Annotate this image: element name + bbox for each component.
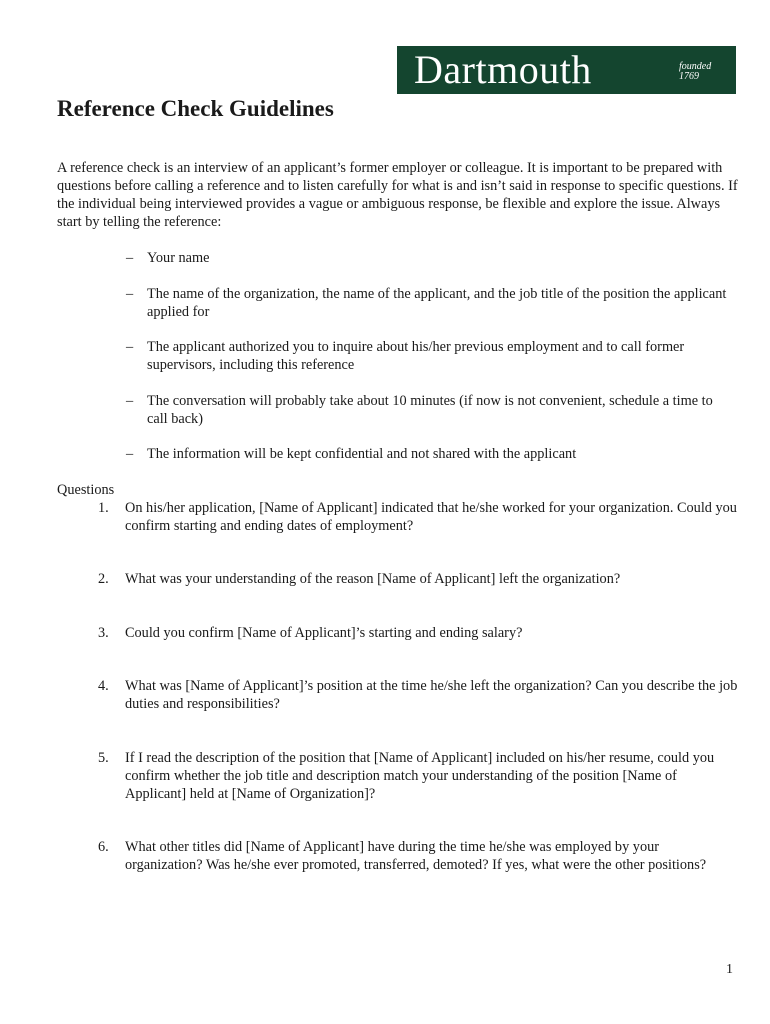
question-text: What was [Name of Applicant]’s position at the time he/she left the organization? Can you describe the job duties and responsibilities?	[125, 678, 738, 712]
question-item	[98, 749, 740, 803]
question-text: Could you confirm [Name of Applicant]’s starting and ending salary?	[125, 625, 523, 641]
question-item	[98, 499, 740, 535]
question-item	[98, 677, 740, 713]
question-number: 6.	[98, 839, 109, 855]
question-text: On his/her application, [Name of Applicant] indicated that he/she worked for your organization. Could you confirm starting and ending dates of employment?	[125, 500, 737, 534]
bullet-dash: –	[126, 393, 134, 409]
question-text: What other titles did [Name of Applicant] have during the time he/she was employed by your organization? Was he/she ever promoted, transferred, demoted? If yes, what were the other positions?	[125, 839, 707, 873]
question-number: 3.	[98, 625, 109, 641]
bullet-text: The conversation will probably take about 10 minutes (if now is not convenient, schedule a time to call back)	[147, 393, 713, 427]
bullet-text: The information will be kept confidential and not shared with the applicant	[147, 446, 577, 462]
bullet-item	[126, 445, 736, 463]
bullet-item	[126, 392, 736, 428]
page-number: 1	[726, 962, 733, 977]
logo-name: Dartmouth	[414, 47, 592, 92]
logo-founded-label: founded	[679, 61, 712, 72]
question-text: If I read the description of the position that [Name of Applicant] included on his/her resume, could you confirm whether the job title and description match your understanding of the position [Name of Applicant] held at [Name of Organization]?	[125, 750, 715, 802]
intro-paragraph: A reference check is an interview of an applicant’s former employer or colleague. It is important to be prepared with questions before calling a reference and to listen carefully for what is and isn’t said in response to specific questions. If the individual being interviewed provides a vague or ambiguous response, be flexible and explore the issue. Always start by telling the reference:	[57, 160, 738, 230]
bullet-text: Your name	[147, 250, 210, 266]
logo-founded-year: 1769	[679, 71, 699, 82]
question-item	[98, 570, 740, 588]
bullet-item	[126, 338, 736, 374]
logo-founded	[679, 62, 711, 82]
questions-heading: Questions	[57, 482, 115, 498]
question-number: 5.	[98, 750, 109, 766]
bullet-dash: –	[126, 446, 134, 462]
bullet-text: The applicant authorized you to inquire about his/her previous employment and to call former supervisors, including this reference	[147, 339, 685, 373]
bullet-dash: –	[126, 286, 134, 302]
question-number: 4.	[98, 678, 109, 694]
bullet-item	[126, 285, 736, 321]
question-number: 1.	[98, 500, 109, 516]
dartmouth-logo	[397, 46, 736, 94]
page-title: Reference Check Guidelines	[57, 96, 334, 121]
bullet-item	[126, 249, 736, 267]
question-item	[98, 838, 740, 874]
bullet-dash: –	[126, 250, 134, 266]
bullet-dash: –	[126, 339, 134, 355]
question-text: What was your understanding of the reason [Name of Applicant] left the organization?	[125, 571, 621, 587]
question-item	[98, 624, 740, 642]
question-number: 2.	[98, 571, 109, 587]
bullet-text: The name of the organization, the name of the applicant, and the job title of the position the applicant applied for	[147, 286, 727, 320]
